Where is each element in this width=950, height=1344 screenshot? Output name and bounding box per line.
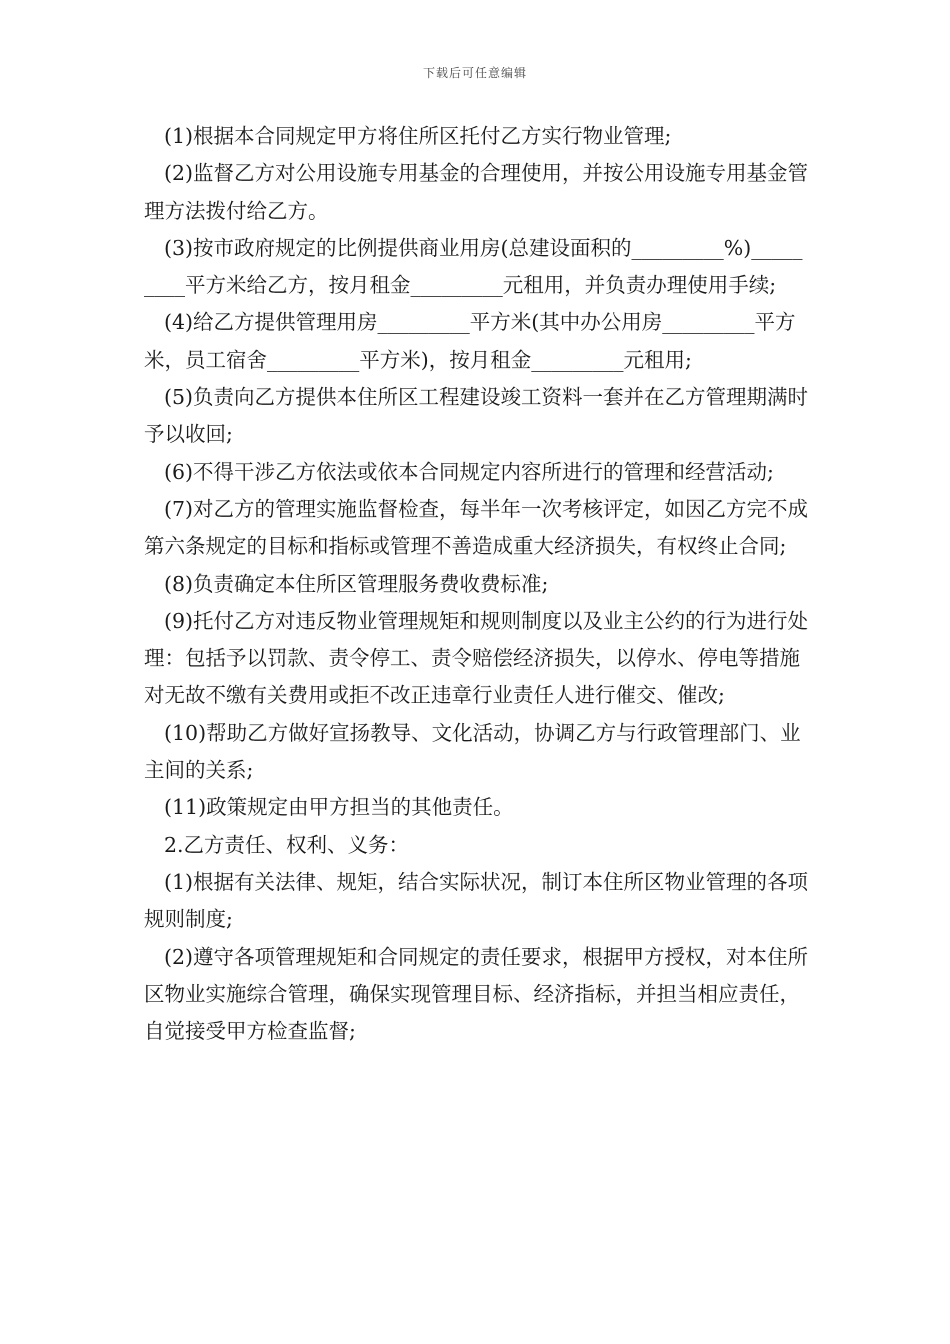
paragraph-8: (8)负责确定本住所区管理服务费收费标准;: [164, 571, 549, 596]
paragraph-10: (10)帮助乙方做好宣扬教导、文化活动，协调乙方与行政管理部门、业主间的关系;: [144, 720, 801, 783]
paragraph-12: (1)根据有关法律、规矩，结合实际状况，制订本住所区物业管理的各项规则制度;: [144, 869, 809, 932]
paragraph-13: (2)遵守各项管理规矩和合同规定的责任要求，根据甲方授权，对本住所区物业实施综合管理，确保实现管理目标、经济指标，并担当相应责任，自觉接受甲方检查监督;: [144, 944, 809, 1044]
document-body: [144, 118, 810, 1050]
page-header: 下载后可任意编辑: [422, 66, 527, 80]
paragraph-3: (3)按市政府规定的比例提供商业用房(总建设面积的_________%)_________平方米给乙方，按月租金_________元租用，并负责办理使用手续;: [144, 235, 803, 298]
section-heading-2: 2.乙方责任、权利、义务：: [164, 832, 410, 857]
paragraph-4: (4)给乙方提供管理用房_________平方米(其中办公用房_________平方米，员工宿舍_________平方米)，按月租金_________元租用;: [144, 310, 796, 372]
paragraph-5: (5)负责向乙方提供本住所区工程建设竣工资料一套并在乙方管理期满时予以收回;: [144, 385, 809, 447]
paragraph-1: (1)根据本合同规定甲方将住所区托付乙方实行物业管理;: [164, 124, 672, 148]
paragraph-7: (7)对乙方的管理实施监督检查，每半年一次考核评定，如因乙方完不成第六条规定的目标和指标或管理不善造成重大经济损失，有权终止合同;: [144, 496, 809, 559]
paragraph-11: (11)政策规定由甲方担当的其他责任。: [164, 795, 514, 820]
paragraph-6: (6)不得干涉乙方依法或依本合同规定内容所进行的管理和经营活动;: [164, 459, 774, 484]
paragraph-9: (9)托付乙方对违反物业管理规矩和规则制度以及业主公约的行为进行处理：包括予以罚款、责令停工、责令赔偿经济损失，以停水、停电等措施对无故不缴有关费用或拒不改正违章行业责任人进行催交、催改;: [144, 608, 809, 708]
paragraph-2: (2)监督乙方对公用设施专用基金的合理使用，并按公用设施专用基金管理方法拨付给乙方。: [144, 161, 809, 223]
